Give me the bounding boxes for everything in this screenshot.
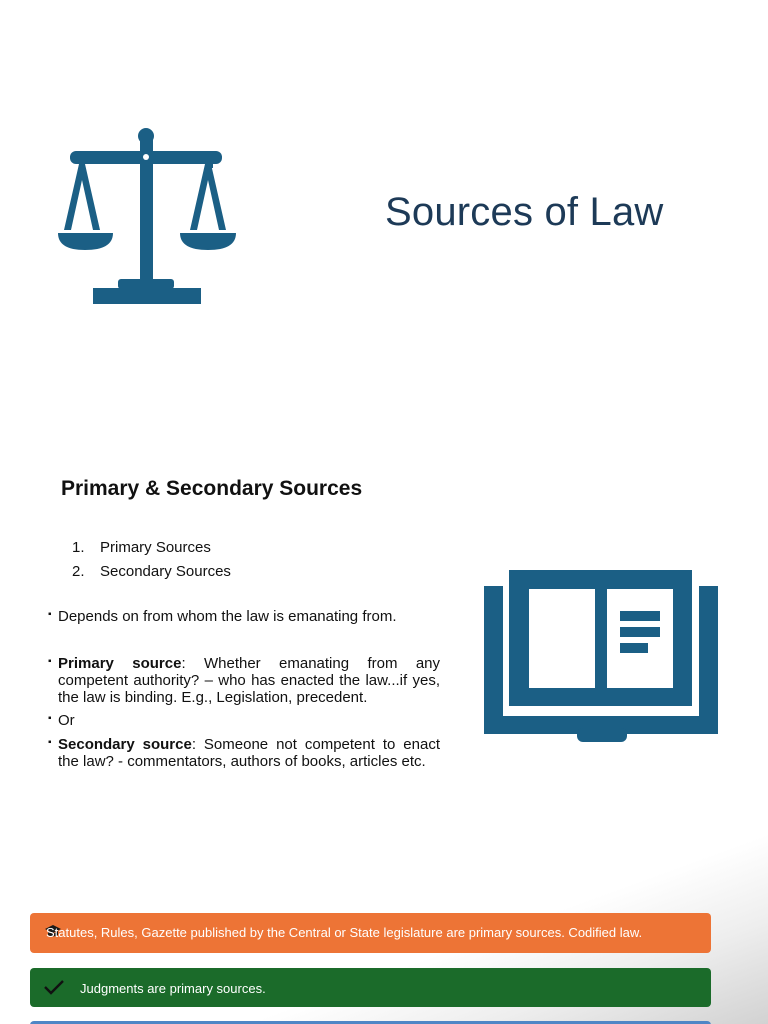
checkmark-icon bbox=[43, 978, 65, 996]
info-bar-text: Statutes, Rules, Gazette published by the Central or State legislature are primary sources. Codified law. bbox=[46, 925, 643, 940]
bullet-dot: ▪ bbox=[48, 609, 52, 620]
info-bar-judgments bbox=[30, 968, 711, 1007]
title-slide bbox=[0, 0, 768, 440]
bullet-primary-source bbox=[48, 655, 440, 706]
list-number: 1. bbox=[72, 539, 85, 556]
list-number: 2. bbox=[72, 563, 85, 580]
bullet-dot: ▪ bbox=[48, 737, 52, 748]
section-heading: Primary & Secondary Sources bbox=[61, 477, 363, 500]
scales-of-justice-icon bbox=[56, 124, 238, 306]
bullet-text: : Someone not competent to enact the law? - commentators, authors of books, articles etc. bbox=[58, 736, 440, 770]
bullet-list bbox=[48, 608, 440, 770]
list-item bbox=[72, 560, 231, 584]
bullet-secondary-source bbox=[48, 736, 440, 770]
bullet-text: : Whether emanating from any competent authority? – who has enacted the law...if yes, the law is binding. E.g., Legislation, precedent. bbox=[58, 655, 440, 706]
bullet-dot: ▪ bbox=[48, 713, 52, 724]
bullet-dot: ▪ bbox=[48, 656, 52, 667]
list-item bbox=[72, 536, 231, 560]
info-bar-statutes bbox=[30, 913, 711, 953]
slide-title: Sources of Law bbox=[385, 190, 664, 234]
bullet-term: Secondary source bbox=[58, 736, 192, 753]
bullet-text: Or bbox=[58, 712, 75, 729]
open-book-icon bbox=[484, 570, 718, 744]
list-item-label: Secondary Sources bbox=[100, 563, 231, 580]
content-slide bbox=[0, 440, 768, 1024]
bullet-text: Depends on from whom the law is emanating from. bbox=[58, 608, 397, 625]
bullet-or bbox=[48, 712, 440, 729]
bullet-emanating bbox=[48, 608, 440, 625]
list-item-label: Primary Sources bbox=[100, 539, 211, 556]
numbered-list bbox=[72, 536, 231, 584]
info-bar-text: Judgments are primary sources. bbox=[80, 981, 266, 996]
bullet-term: Primary source bbox=[58, 655, 182, 672]
